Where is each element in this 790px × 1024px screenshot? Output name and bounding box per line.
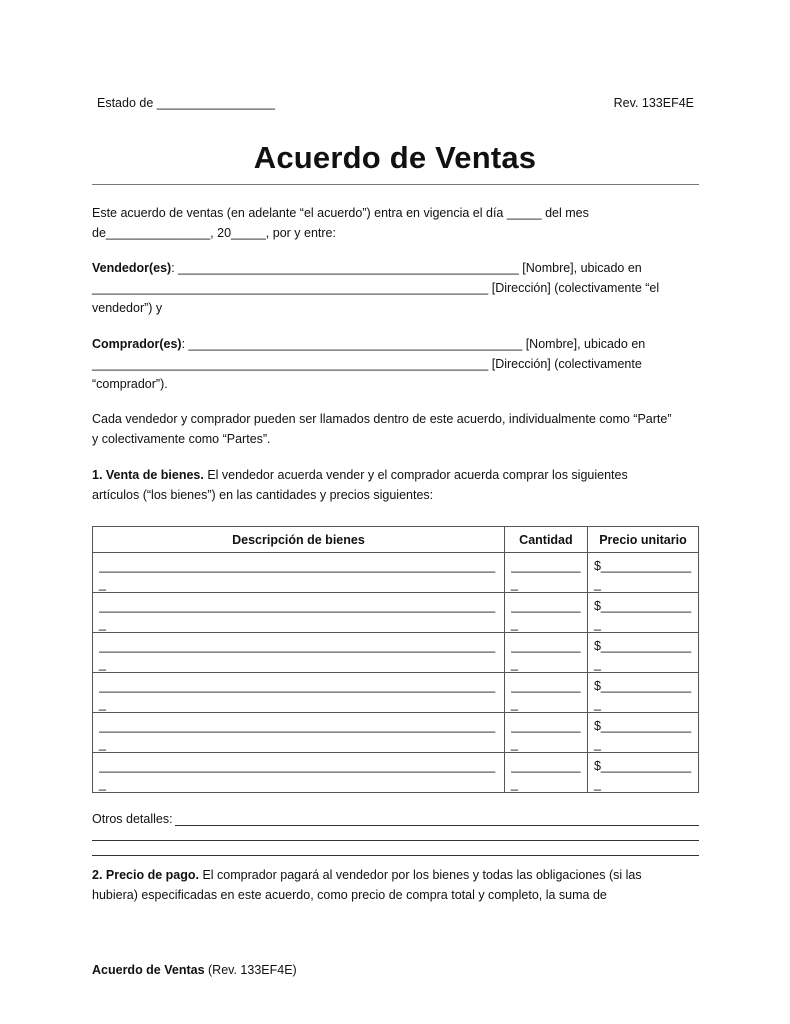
- table-row: [93, 553, 699, 593]
- state-field: Estado de _________________: [97, 96, 275, 110]
- section-1-heading: 1. Venta de bienes.: [92, 468, 204, 482]
- table-row: [93, 753, 699, 793]
- unit-price-cell-tail: _: [593, 617, 601, 631]
- description-cell-tail: _: [99, 777, 106, 791]
- description-cell-line: _________________________________________________________: [99, 719, 496, 733]
- unit-price-cell[interactable]: [587, 713, 698, 753]
- goods-table: [92, 526, 699, 793]
- unit-price-cell[interactable]: [587, 753, 698, 793]
- unit-price-cell-line: $_____________: [593, 559, 692, 573]
- description-cell[interactable]: [93, 553, 505, 593]
- table-row: [93, 633, 699, 673]
- buyer-label: Comprador(es): [92, 337, 182, 351]
- unit-price-cell-line: $_____________: [593, 719, 692, 733]
- seller-name-line: : _________________________________________________ [Nombre], ubicado en: [171, 261, 642, 275]
- description-cell-line: _________________________________________________________: [99, 759, 496, 773]
- quantity-cell[interactable]: [504, 633, 587, 673]
- quantity-cell[interactable]: [504, 553, 587, 593]
- unit-price-cell[interactable]: [587, 553, 698, 593]
- quantity-cell-tail: _: [510, 617, 518, 631]
- unit-price-cell-tail: _: [593, 777, 601, 791]
- description-cell-line: _________________________________________________________: [99, 639, 496, 653]
- header-quantity: Cantidad: [504, 527, 587, 553]
- description-cell-tail: _: [99, 737, 106, 751]
- other-details-line-2: [92, 826, 699, 841]
- footer: [92, 963, 297, 977]
- description-cell-line: _________________________________________________________: [99, 599, 496, 613]
- unit-price-cell-line: $_____________: [593, 679, 692, 693]
- section-1-line-2: artículos (“los bienes”) en las cantidades y precios siguientes:: [92, 488, 434, 502]
- footer-revision: (Rev. 133EF4E): [204, 963, 297, 977]
- buyer-address-line: _________________________________________________________ [Dirección] (colectivamente: [92, 357, 642, 371]
- description-cell-tail: _: [99, 657, 106, 671]
- description-cell[interactable]: [93, 713, 505, 753]
- description-cell-line: _________________________________________________________: [99, 559, 496, 573]
- footer-title: Acuerdo de Ventas: [92, 963, 205, 977]
- unit-price-cell[interactable]: [587, 593, 698, 633]
- intro-line-2: de_______________, 20_____, por y entre:: [92, 226, 336, 240]
- unit-price-cell[interactable]: [587, 633, 698, 673]
- intro-paragraph: [92, 203, 702, 243]
- section-2-paragraph: [92, 865, 702, 905]
- description-cell[interactable]: [93, 753, 505, 793]
- title-divider: [92, 184, 699, 185]
- unit-price-cell-tail: _: [593, 737, 601, 751]
- other-details-line-3: [92, 841, 699, 856]
- quantity-cell-line: __________: [510, 639, 581, 653]
- unit-price-cell-line: $_____________: [593, 639, 692, 653]
- description-cell[interactable]: [93, 673, 505, 713]
- quantity-cell-line: __________: [510, 679, 581, 693]
- document-title: Acuerdo de Ventas: [253, 140, 537, 175]
- quantity-cell[interactable]: [504, 753, 587, 793]
- table-row: [93, 593, 699, 633]
- unit-price-cell-tail: _: [593, 657, 601, 671]
- quantity-cell-line: __________: [510, 759, 581, 773]
- description-cell[interactable]: [93, 633, 505, 673]
- quantity-cell-tail: _: [510, 697, 518, 711]
- description-cell-tail: _: [99, 617, 106, 631]
- seller-paragraph: [92, 258, 702, 318]
- section-1-line-1: El vendedor acuerda vender y el comprador acuerda comprar los siguientes: [203, 468, 628, 482]
- quantity-cell-tail: _: [510, 577, 518, 591]
- section-2-heading: 2. Precio de pago.: [92, 868, 199, 882]
- quantity-cell-tail: _: [510, 777, 518, 791]
- buyer-paragraph: [92, 334, 702, 394]
- seller-label: Vendedor(es): [92, 261, 172, 275]
- other-details: [92, 810, 699, 856]
- description-cell-tail: _: [99, 697, 106, 711]
- section-1-paragraph: [92, 465, 702, 505]
- table-header-row: [93, 527, 699, 553]
- quantity-cell-line: __________: [510, 599, 581, 613]
- section-2-line-2: hubiera) especificadas en este acuerdo, como precio de compra total y completo, la suma de: [92, 888, 607, 902]
- quantity-cell[interactable]: [504, 593, 587, 633]
- unit-price-cell-tail: _: [593, 697, 601, 711]
- unit-price-cell-tail: _: [593, 577, 601, 591]
- quantity-cell-line: __________: [510, 719, 581, 733]
- parties-line-2: y colectivamente como “Partes”.: [92, 432, 271, 446]
- section-2-line-1: El comprador pagará al vendedor por los bienes y todas las obligaciones (si las: [198, 868, 642, 882]
- quantity-cell-tail: _: [510, 737, 518, 751]
- unit-price-cell-line: $_____________: [593, 599, 692, 613]
- description-cell-tail: _: [99, 577, 106, 591]
- buyer-line-3: “comprador”).: [92, 377, 168, 391]
- seller-line-3: vendedor”) y: [92, 301, 163, 315]
- description-cell-line: _________________________________________________________: [99, 679, 496, 693]
- quantity-cell[interactable]: [504, 673, 587, 713]
- other-details-label: Otros detalles:: [92, 812, 173, 826]
- other-details-line-1: [175, 813, 699, 826]
- parties-line-1: Cada vendedor y comprador pueden ser llamados dentro de este acuerdo, individualmente como “Parte”: [92, 412, 672, 426]
- unit-price-cell[interactable]: [587, 673, 698, 713]
- description-cell[interactable]: [93, 593, 505, 633]
- quantity-cell-line: __________: [510, 559, 581, 573]
- buyer-name-line: : ________________________________________________ [Nombre], ubicado en: [181, 337, 646, 351]
- unit-price-cell-line: $_____________: [593, 759, 692, 773]
- table-row: [93, 673, 699, 713]
- table-row: [93, 713, 699, 753]
- header-unit-price: Precio unitario: [587, 527, 698, 553]
- header-description: Descripción de bienes: [93, 527, 505, 553]
- seller-address-line: _________________________________________________________ [Dirección] (colectivamente “el: [92, 281, 660, 295]
- intro-line-1: Este acuerdo de ventas (en adelante “el acuerdo”) entra en vigencia el día _____ del mes: [92, 206, 589, 220]
- parties-paragraph: [92, 409, 702, 449]
- quantity-cell[interactable]: [504, 713, 587, 753]
- revision-label: Rev. 133EF4E: [613, 96, 694, 110]
- quantity-cell-tail: _: [510, 657, 518, 671]
